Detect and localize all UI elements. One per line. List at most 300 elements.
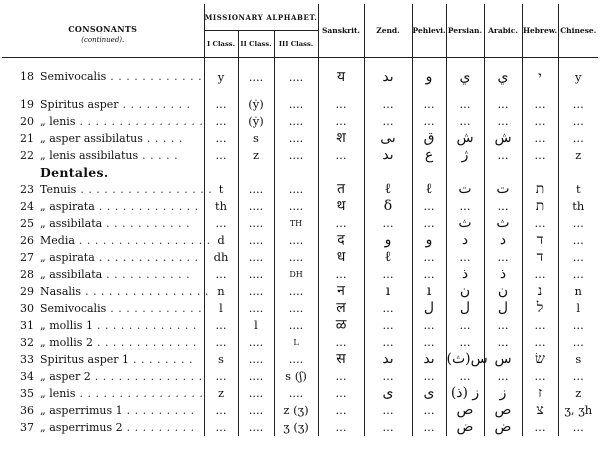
cell-chinese: ... xyxy=(558,334,598,351)
cell-chinese: ... xyxy=(558,232,598,249)
cell-hebrew: ת xyxy=(522,181,558,198)
cell-class-1: z xyxy=(204,385,238,402)
row-number: 30 xyxy=(20,302,34,315)
cell-persian: ز (ذ) xyxy=(446,385,484,402)
row-label: Nasalis xyxy=(40,285,82,298)
cell-persian: ض xyxy=(446,419,484,436)
cell-sanskrit: न xyxy=(318,283,364,300)
cell-sanskrit: ... xyxy=(318,334,364,351)
col-header-sanskrit: Sanskrit. xyxy=(318,4,364,58)
leader-dots: . . . . . . . . . . . . . xyxy=(94,251,199,264)
cell-persian: ث xyxy=(446,215,484,232)
table-row xyxy=(2,232,598,249)
leader-dots: . . . . . . . . xyxy=(129,353,193,366)
cell-sanskrit: ... xyxy=(318,266,364,283)
leader-dots: . . . . . . . . . . . . . . . . . xyxy=(74,234,211,247)
cell-zend: ... xyxy=(364,368,412,385)
consonant-table xyxy=(2,4,598,436)
table-row xyxy=(2,402,598,419)
cell-persian: ت xyxy=(446,181,484,198)
cell-class-1: th xyxy=(204,198,238,215)
empty-cell xyxy=(412,164,446,181)
cell-pehlevi: ı xyxy=(412,283,446,300)
cell-arabic: د xyxy=(484,232,522,249)
cell-class-2: l xyxy=(238,317,274,334)
cell-hebrew: ... xyxy=(522,317,558,334)
leader-dots: . . . . . . . . . xyxy=(122,421,195,434)
cell-chinese: z xyxy=(558,147,598,164)
col-header-hebrew: Hebrew. xyxy=(522,4,558,58)
row-label-cell xyxy=(2,351,204,368)
row-number: 20 xyxy=(20,115,34,128)
cell-zend: و xyxy=(364,232,412,249)
cell-class-1: ... xyxy=(204,96,238,113)
cell-class-1: s xyxy=(204,351,238,368)
leader-dots: . . . . . . . . . . . . . . . . xyxy=(75,115,204,128)
cell-chinese: ... xyxy=(558,266,598,283)
row-label-cell xyxy=(2,266,204,283)
empty-cell xyxy=(204,164,238,181)
cell-sanskrit: ... xyxy=(318,385,364,402)
cell-class-2: s xyxy=(238,130,274,147)
row-label-cell xyxy=(2,249,204,266)
leader-dots: . . . . . . . . . . . . xyxy=(106,70,203,83)
cell-arabic: ... xyxy=(484,317,522,334)
cell-persian: د xyxy=(446,232,484,249)
row-label: „ assibilata xyxy=(40,217,103,230)
row-label: „ asperrimus 1 xyxy=(40,404,123,417)
cell-pehlevi: ... xyxy=(412,334,446,351)
cell-class-2: .... xyxy=(238,385,274,402)
cell-hebrew: ... xyxy=(522,147,558,164)
cell-chinese: y xyxy=(558,58,598,97)
cell-class-1: dh xyxy=(204,249,238,266)
cell-sanskrit: श xyxy=(318,130,364,147)
table-row xyxy=(2,283,598,300)
cell-sanskrit: त xyxy=(318,181,364,198)
cell-zend: ... xyxy=(364,266,412,283)
row-label: Semivocalis xyxy=(40,70,107,83)
cell-arabic: ... xyxy=(484,96,522,113)
cell-class-3: .... xyxy=(274,198,318,215)
cell-class-1: ... xyxy=(204,215,238,232)
cell-sanskrit: ... xyxy=(318,96,364,113)
col-header-arabic: Arabic. xyxy=(484,4,522,58)
cell-hebrew: ד xyxy=(522,249,558,266)
row-number: 27 xyxy=(20,251,34,264)
cell-class-3: L xyxy=(274,334,318,351)
cell-class-3: TH xyxy=(274,215,318,232)
cell-class-3: .... xyxy=(274,283,318,300)
cell-zend: ىد xyxy=(364,351,412,368)
cell-arabic: ي xyxy=(484,58,522,97)
cell-sanskrit: ळ xyxy=(318,317,364,334)
row-label-cell xyxy=(2,113,204,130)
row-label-cell xyxy=(2,181,213,198)
row-label: „ assibilata xyxy=(40,268,103,281)
row-label: Spiritus asper xyxy=(40,98,119,111)
cell-chinese: ... xyxy=(558,368,598,385)
cell-class-2: .... xyxy=(238,198,274,215)
row-label-cell xyxy=(2,283,209,300)
cell-class-1: ... xyxy=(204,130,238,147)
row-label-cell xyxy=(2,402,204,419)
cell-hebrew: ל xyxy=(522,300,558,317)
cell-pehlevi: ... xyxy=(412,402,446,419)
row-number: 35 xyxy=(20,387,34,400)
cell-chinese: ... xyxy=(558,96,598,113)
cell-zend: ... xyxy=(364,96,412,113)
col-header-pehlevi: Pehlevi. xyxy=(412,4,446,58)
row-label: „ asper assibilatus xyxy=(40,132,143,145)
cell-class-2: (ẏ) xyxy=(238,113,274,130)
cell-class-1: ... xyxy=(204,113,238,130)
cell-hebrew: ... xyxy=(522,368,558,385)
empty-cell xyxy=(238,164,274,181)
leader-dots: . . . . . . . . . xyxy=(122,404,195,417)
leader-dots: . . . . . xyxy=(142,132,183,145)
table-row xyxy=(2,317,598,334)
row-number: 34 xyxy=(20,370,34,383)
cell-hebrew: ת xyxy=(522,198,558,215)
cell-chinese: th xyxy=(558,198,598,215)
cell-persian: ذ xyxy=(446,266,484,283)
cell-class-2: .... xyxy=(238,368,274,385)
cell-zend: ىد xyxy=(364,147,412,164)
col-header-zend: Zend. xyxy=(364,4,412,58)
row-label: „ asperrimus 2 xyxy=(40,421,123,434)
row-label: „ lenis xyxy=(40,387,76,400)
cell-class-3: .... xyxy=(274,147,318,164)
cell-persian: ل xyxy=(446,300,484,317)
table-row xyxy=(2,164,598,181)
empty-cell xyxy=(364,164,412,181)
cell-persian: ... xyxy=(446,317,484,334)
cell-class-3: ʒ (ʒ) xyxy=(274,419,318,436)
cell-chinese: ... xyxy=(558,249,598,266)
row-label: „ mollis 2 xyxy=(40,336,93,349)
empty-cell xyxy=(274,164,318,181)
leader-dots: . . . . . . . . . . . xyxy=(102,217,191,230)
section-heading: Dentales. xyxy=(40,165,109,180)
cell-persian: ص xyxy=(446,402,484,419)
cell-persian: (ث)س xyxy=(446,351,488,367)
table-row xyxy=(2,58,598,97)
cell-persian: ن xyxy=(446,283,484,300)
cell-class-3: .... xyxy=(274,317,318,334)
row-label: „ aspirata xyxy=(40,200,95,213)
col-header-class-2: II Class. xyxy=(238,31,274,58)
cell-arabic: ث xyxy=(484,215,522,232)
cell-class-3: .... xyxy=(274,181,318,198)
row-number: 29 xyxy=(20,285,34,298)
cell-zend: ى xyxy=(364,385,412,402)
cell-zend: ىد xyxy=(364,58,412,97)
cell-class-2: .... xyxy=(238,266,274,283)
cell-chinese: ... xyxy=(558,317,598,334)
cell-pehlevi: ... xyxy=(412,419,446,436)
table-row xyxy=(2,334,598,351)
cell-chinese: ʒ, ʒh xyxy=(558,402,598,419)
cell-class-3: .... xyxy=(274,249,318,266)
cell-class-3: .... xyxy=(274,130,318,147)
cell-sanskrit: ... xyxy=(318,147,364,164)
row-number: 32 xyxy=(20,336,34,349)
cell-pehlevi: ... xyxy=(412,96,446,113)
leader-dots: . . . . . . . . . . . . xyxy=(106,302,203,315)
row-label-cell xyxy=(2,368,204,385)
cell-zend: ... xyxy=(364,215,412,232)
empty-cell xyxy=(318,164,364,181)
cell-class-2: .... xyxy=(238,419,274,436)
cell-zend: ℓ xyxy=(364,181,412,198)
cell-pehlevi: ... xyxy=(412,249,446,266)
cell-chinese: ... xyxy=(558,113,598,130)
cell-sanskrit: ... xyxy=(318,215,364,232)
table-row xyxy=(2,113,598,130)
row-label-cell xyxy=(2,300,204,317)
cell-class-3: DH xyxy=(274,266,318,283)
table-body xyxy=(2,58,598,437)
cell-persian: ي xyxy=(446,58,484,97)
cell-class-2: .... xyxy=(238,181,274,198)
row-number: 31 xyxy=(20,319,34,332)
table-row xyxy=(2,368,598,385)
cell-arabic: ل xyxy=(484,300,522,317)
cell-hebrew: ... xyxy=(522,419,558,436)
leader-dots: . . . . . xyxy=(138,149,179,162)
row-label: „ asper 2 xyxy=(40,370,91,383)
cell-class-3: s (ʃ) xyxy=(274,368,318,385)
cell-class-2: .... xyxy=(238,232,274,249)
table-row xyxy=(2,419,598,436)
row-label: „ mollis 1 xyxy=(40,319,93,332)
cell-zend: ... xyxy=(364,317,412,334)
table-row xyxy=(2,198,598,215)
row-label-cell xyxy=(2,96,204,113)
cell-class-3: .... xyxy=(274,385,318,402)
cell-pehlevi: ... xyxy=(412,266,446,283)
consonants-header: CONSONANTS (continued). xyxy=(2,4,204,58)
cell-persian: ش xyxy=(446,130,484,147)
cell-zend: ı xyxy=(364,283,412,300)
cell-class-1: d xyxy=(204,232,238,249)
cell-chinese: z xyxy=(558,385,598,402)
table-row xyxy=(2,385,598,402)
row-number: 24 xyxy=(20,200,34,213)
leader-dots: . . . . . . . . . . . xyxy=(102,268,191,281)
cell-zend: ... xyxy=(364,334,412,351)
row-number: 36 xyxy=(20,404,34,417)
cell-chinese: ... xyxy=(558,419,598,436)
cell-class-2: .... xyxy=(238,58,274,97)
cell-persian: ژ xyxy=(446,147,484,164)
cell-class-1: ... xyxy=(204,266,238,283)
cell-hebrew: ... xyxy=(522,113,558,130)
cell-chinese: t xyxy=(558,181,598,198)
cell-class-3: .... xyxy=(274,58,318,97)
row-label-cell xyxy=(2,232,211,249)
table-row xyxy=(2,249,598,266)
row-number: 26 xyxy=(20,234,34,247)
cell-arabic: ت xyxy=(484,181,522,198)
cell-arabic: ... xyxy=(484,368,522,385)
cell-arabic: ... xyxy=(484,198,522,215)
row-number: 18 xyxy=(20,70,34,83)
cell-class-1: ... xyxy=(204,147,238,164)
cell-class-2: .... xyxy=(238,215,274,232)
cell-sanskrit: ध xyxy=(318,249,364,266)
empty-cell xyxy=(484,164,522,181)
cell-class-2: (ẏ) xyxy=(238,96,274,113)
row-number: 19 xyxy=(20,98,34,111)
cell-persian: ... xyxy=(446,96,484,113)
cell-persian: ... xyxy=(446,113,484,130)
col-header-class-1: I Class. xyxy=(204,31,238,58)
table-row xyxy=(2,215,598,232)
cell-pehlevi: و xyxy=(412,232,446,249)
table-row xyxy=(2,300,598,317)
cell-pehlevi: ع xyxy=(412,147,446,164)
cell-class-1: y xyxy=(204,58,238,97)
cell-class-2: .... xyxy=(238,249,274,266)
cell-class-1: ... xyxy=(204,402,238,419)
row-number: 25 xyxy=(20,217,34,230)
row-label-cell xyxy=(2,147,204,164)
cell-zend: ... xyxy=(364,113,412,130)
cell-hebrew: י xyxy=(522,58,558,97)
cell-persian: ... xyxy=(446,249,484,266)
row-label-cell xyxy=(2,215,204,232)
empty-cell xyxy=(522,164,558,181)
row-label: Media xyxy=(40,234,75,247)
cell-pehlevi: ى xyxy=(412,385,446,402)
cell-class-1: ... xyxy=(204,317,238,334)
cell-arabic: س xyxy=(484,351,522,368)
empty-cell xyxy=(446,164,484,181)
cell-class-3: z (ʒ) xyxy=(274,402,318,419)
cell-sanskrit: ... xyxy=(318,419,364,436)
cell-zend: ىى xyxy=(364,130,412,147)
cell-hebrew: ... xyxy=(522,96,558,113)
cell-hebrew: ... xyxy=(522,334,558,351)
cell-class-2: .... xyxy=(238,300,274,317)
cell-chinese: ... xyxy=(558,130,598,147)
cell-pehlevi: ... xyxy=(412,317,446,334)
table-row xyxy=(2,96,598,113)
table-row xyxy=(2,266,598,283)
cell-zend: ... xyxy=(364,300,412,317)
row-label-cell xyxy=(2,419,204,436)
row-number: 37 xyxy=(20,421,34,434)
cell-pehlevi: ىد xyxy=(412,351,446,368)
cell-chinese: s xyxy=(558,351,598,368)
cell-arabic: ض xyxy=(484,419,522,436)
cell-class-2: .... xyxy=(238,283,274,300)
row-label-cell xyxy=(2,334,204,351)
col-header-class-3: III Class. xyxy=(274,31,318,58)
cell-hebrew: שׂ xyxy=(522,351,558,368)
row-number: 28 xyxy=(20,268,34,281)
cell-zend: ... xyxy=(364,402,412,419)
row-label-cell xyxy=(2,130,204,147)
cell-arabic: ... xyxy=(484,147,522,164)
cell-sanskrit: ... xyxy=(318,402,364,419)
cell-class-1: n xyxy=(204,283,238,300)
row-number: 21 xyxy=(20,132,34,145)
header-row-top xyxy=(2,4,598,31)
cell-zend: δ xyxy=(364,198,412,215)
cell-arabic: ... xyxy=(484,113,522,130)
cell-pehlevi: و xyxy=(412,58,446,97)
leader-dots: . . . . . . . . . . . . . xyxy=(94,200,199,213)
cell-arabic: ... xyxy=(484,334,522,351)
leader-dots: . . . . . . . . . . . . . . . . xyxy=(75,387,204,400)
cell-arabic: ... xyxy=(484,249,522,266)
cell-chinese: n xyxy=(558,283,598,300)
cell-pehlevi: ... xyxy=(412,198,446,215)
leader-dots: . . . . . . . . . . . . . . xyxy=(90,370,203,383)
cell-sanskrit: ल xyxy=(318,300,364,317)
cell-pehlevi: ℓ xyxy=(412,181,446,198)
cell-zend: ℓ xyxy=(364,249,412,266)
cell-class-1: t xyxy=(204,181,238,198)
cell-class-1: ... xyxy=(204,419,238,436)
row-label-cell xyxy=(2,198,204,215)
cell-hebrew: נ xyxy=(522,283,558,300)
cell-hebrew: ... xyxy=(522,266,558,283)
cell-class-1: ... xyxy=(204,334,238,351)
table-row xyxy=(2,351,598,368)
cell-hebrew: ד xyxy=(522,232,558,249)
cell-sanskrit: ... xyxy=(318,368,364,385)
cell-class-2: z xyxy=(238,147,274,164)
cell-pehlevi: ... xyxy=(412,215,446,232)
cell-pehlevi: ... xyxy=(412,368,446,385)
cell-class-3: .... xyxy=(274,351,318,368)
cell-chinese: l xyxy=(558,300,598,317)
row-label: Semivocalis xyxy=(40,302,107,315)
cell-sanskrit: द xyxy=(318,232,364,249)
cell-persian: ... xyxy=(446,198,484,215)
cell-arabic: ص xyxy=(484,402,522,419)
cell-sanskrit: ... xyxy=(318,113,364,130)
leader-dots: . . . . . . . . . . . . . . . . xyxy=(81,285,209,298)
cell-class-2: .... xyxy=(238,402,274,419)
col-header-persian: Persian. xyxy=(446,4,484,58)
cell-class-2: .... xyxy=(238,351,274,368)
row-label-cell xyxy=(2,58,204,97)
cell-pehlevi: ل xyxy=(412,300,446,317)
row-label: Spiritus asper 1 xyxy=(40,353,130,366)
table-row xyxy=(2,181,598,198)
cell-arabic: ذ xyxy=(484,266,522,283)
cell-hebrew: ... xyxy=(522,130,558,147)
cell-class-3: .... xyxy=(274,232,318,249)
leader-dots: . . . . . . . . . . . . . . . . . xyxy=(76,183,213,196)
cell-persian: ... xyxy=(446,334,484,351)
table-row xyxy=(2,130,598,147)
row-label: „ aspirata xyxy=(40,251,95,264)
leader-dots: . . . . . . . . . . . . . xyxy=(92,336,197,349)
cell-class-1: l xyxy=(204,300,238,317)
col-header-chinese: Chinese. xyxy=(558,4,598,58)
cell-pehlevi: ق xyxy=(412,130,446,147)
empty-cell xyxy=(558,164,598,181)
cell-arabic: ز xyxy=(484,385,522,402)
row-number: 22 xyxy=(20,149,34,162)
row-label-cell xyxy=(2,385,204,402)
